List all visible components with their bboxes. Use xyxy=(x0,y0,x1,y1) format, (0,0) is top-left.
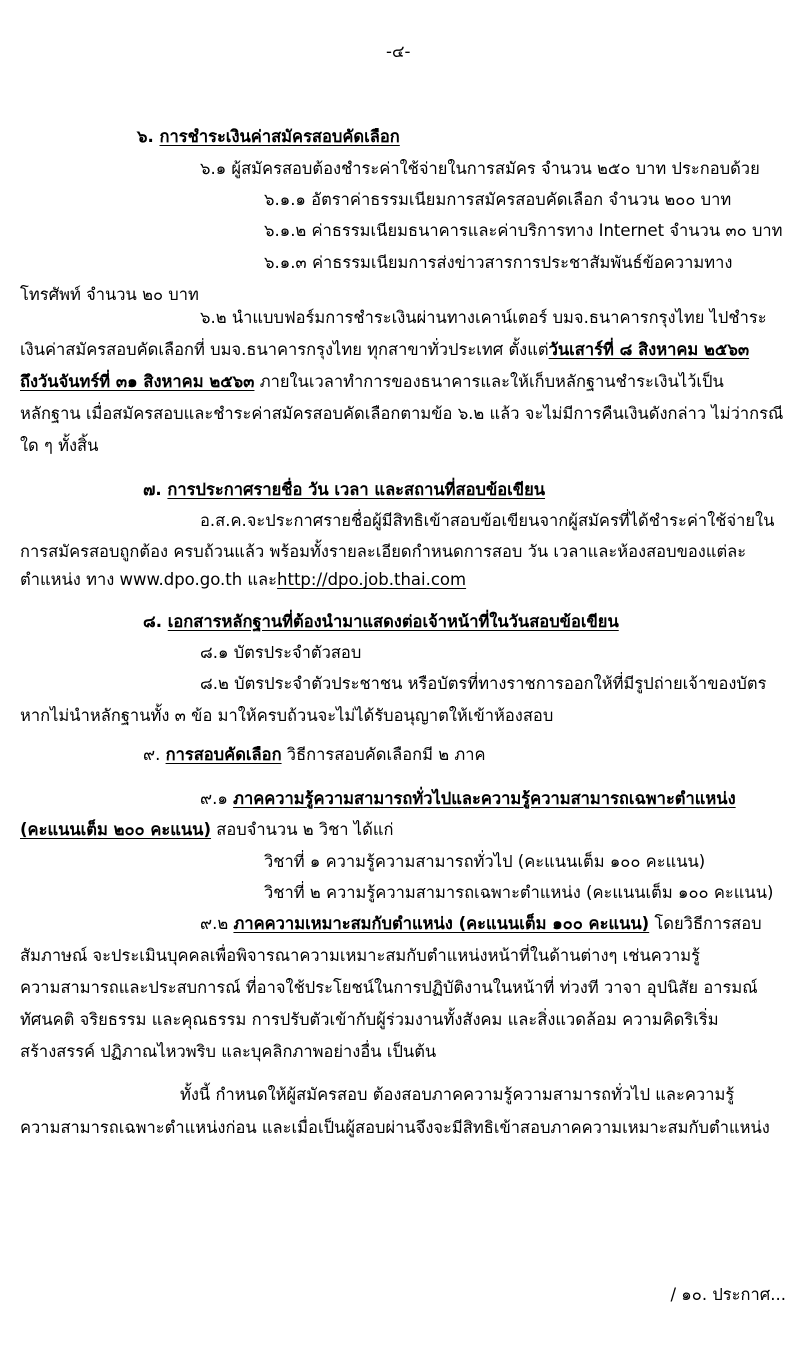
section-8-number: ๘. xyxy=(143,612,168,631)
clause-9-1-text: สอบจำนวน ๒ วิชา ได้แก่ xyxy=(211,820,394,839)
section-7-text: ตำแหน่ง ทาง www.dpo.go.th และ xyxy=(20,570,278,589)
clause-6-1-1: ๖.๑.๑ อัตราค่าธรรมเนียมการสมัครสอบคัดเลือก จำนวน ๒๐๐ บาท xyxy=(264,190,732,209)
clause-6-1-3: ๖.๑.๓ ค่าธรรมเนียมการส่งข่าวสารการประชาสัมพันธ์ข้อความทาง xyxy=(264,253,733,272)
clause-6-1-2: ๖.๑.๒ ค่าธรรมเนียมธนาคารและค่าบริการทาง Internet จำนวน ๓๐ บาท xyxy=(264,221,783,240)
section-8-title: เอกสารหลักฐานที่ต้องนำมาแสดงต่อเจ้าหน้าที่ในวันสอบข้อเขียน xyxy=(167,612,619,631)
subject-1: วิชาที่ ๑ ความรู้ความสามารถทั่วไป (คะแนนเต็ม ๑๐๐ คะแนน) xyxy=(264,852,706,871)
registration-start-date: วันเสาร์ที่ ๘ สิงหาคม ๒๕๖๓ xyxy=(548,340,750,359)
final-note-line-2: ความสามารถเฉพาะตำแหน่งก่อน และเมื่อเป็นผู้สอบผ่านจึงจะมีสิทธิเข้าสอบภาคความเหมาะสมกับตำแหน่ง xyxy=(20,1118,770,1137)
section-8-heading xyxy=(143,610,619,634)
clause-9-2-text: โดยวิธีการสอบ xyxy=(649,914,762,933)
section-6-title: การชำระเงินค่าสมัครสอบคัดเลือก xyxy=(159,127,400,146)
section-9-heading xyxy=(143,743,486,767)
section-9-text: วิธีการสอบคัดเลือกมี ๒ ภาค xyxy=(281,745,486,764)
section-7-line-2: การสมัครสอบถูกต้อง ครบถ้วนแล้ว พร้อมทั้งรายละเอียดกำหนดการสอบ วัน เวลาและห้องสอบของแต่ละ xyxy=(20,542,747,561)
section-7-line-1: อ.ส.ค.จะประกาศรายชื่อผู้มีสิทธิเข้าสอบข้อเขียนจากผู้สมัครที่ได้ชำระค่าใช้จ่ายใน xyxy=(200,511,775,530)
clause-9-1-number: ๙.๑ xyxy=(200,789,234,808)
section-9-title: การสอบคัดเลือก xyxy=(165,745,282,764)
section-7-line-3 xyxy=(20,568,466,592)
clause-9-2-number: ๙.๒ xyxy=(200,914,234,933)
clause-6-2-line-2 xyxy=(20,338,749,362)
continuation-note: / ๑๐. ประกาศ... xyxy=(670,1285,786,1304)
clause-9-2-line-2: สัมภาษณ์ จะประเมินบุคคลเพื่อพิจารณาความเหมาะสมกับตำแหน่งหน้าที่ในด้านต่างๆ เช่นความรู้ xyxy=(20,946,701,965)
section-7-heading xyxy=(143,478,545,502)
section-6-heading xyxy=(137,125,400,149)
clause-8-2-line-1: ๘.๒ บัตรประจำตัวประชาชน หรือบัตรที่ทางราชการออกให้ที่มีรูปถ่ายเจ้าของบัตร xyxy=(200,674,767,693)
page-number: -๔- xyxy=(386,42,411,61)
clause-6-1-3-cont: โทรศัพท์ จำนวน ๒๐ บาท xyxy=(20,285,199,304)
clause-6-1: ๖.๑ ผู้สมัครสอบต้องชำระค่าใช้จ่ายในการสมัคร จำนวน ๒๕๐ บาท ประกอบด้วย xyxy=(200,159,760,178)
clause-9-2-line-3: ความสามารถและประสบการณ์ ที่อาจใช้ประโยชน์ในการปฏิบัติงานในหน้าที่ ท่วงที วาจา อุปนิสัย อารมณ์ xyxy=(20,978,758,997)
clause-9-1-score: (คะแนนเต็ม ๒๐๐ คะแนน) xyxy=(20,820,212,839)
clause-9-2-line-4: ทัศนคติ จริยธรรม และคุณธรรม การปรับตัวเข้ากับผู้ร่วมงานทั้งสังคม และสิ่งแวดล้อม ความคิดริเริ่ม xyxy=(20,1010,719,1029)
clause-9-2-line-1 xyxy=(200,912,762,936)
clause-9-1-line-2 xyxy=(20,818,393,842)
registration-end-date: ถึงวันจันทร์ที่ ๓๑ สิงหาคม ๒๕๖๓ xyxy=(20,372,255,391)
job-website-link[interactable]: http://dpo.job.thai.com xyxy=(277,570,467,589)
clause-6-2-line-5: ใด ๆ ทั้งสิ้น xyxy=(20,436,99,455)
clause-6-2-text-cont: ภายในเวลาทำการของธนาคารและให้เก็บหลักฐานชำระเงินไว้เป็น xyxy=(254,372,724,391)
clause-9-1-title: ภาคความรู้ความสามารถทั่วไปและความรู้ความสามารถเฉพาะตำแหน่ง xyxy=(233,789,736,808)
section-6-number: ๖. xyxy=(137,127,160,146)
section-9-number: ๙. xyxy=(143,745,166,764)
clause-6-2-text: เงินค่าสมัครสอบคัดเลือกที่ บมจ.ธนาคารกรุงไทย ทุกสาขาทั่วประเทศ ตั้งแต่ xyxy=(20,340,549,359)
clause-9-1-heading xyxy=(200,787,736,811)
clause-8-2-line-2: หากไม่นำหลักฐานทั้ง ๓ ข้อ มาให้ครบถ้วนจะไม่ได้รับอนุญาตให้เข้าห้องสอบ xyxy=(20,706,554,725)
clause-6-2-line-3 xyxy=(20,370,724,394)
clause-9-2-title: ภาคความเหมาะสมกับตำแหน่ง (คะแนนเต็ม ๑๐๐ คะแนน) xyxy=(233,914,650,933)
clause-8-1: ๘.๑ บัตรประจำตัวสอบ xyxy=(200,643,362,662)
section-7-number: ๗. xyxy=(143,480,168,499)
final-note-line-1: ทั้งนี้ กำหนดให้ผู้สมัครสอบ ต้องสอบภาคความรู้ความสามารถทั่วไป และความรู้ xyxy=(180,1085,735,1104)
clause-9-2-line-5: สร้างสรรค์ ปฏิภาณไหวพริบ และบุคลิกภาพอย่างอื่น เป็นต้น xyxy=(20,1042,437,1061)
subject-2: วิชาที่ ๒ ความรู้ความสามารถเฉพาะตำแหน่ง (คะแนนเต็ม ๑๐๐ คะแนน) xyxy=(264,883,774,902)
clause-6-2-line-4: หลักฐาน เมื่อสมัครสอบและชำระค่าสมัครสอบคัดเลือกตามข้อ ๖.๒ แล้ว จะไม่มีการคืนเงินดังกล่าว ไม่ว่ากรณี xyxy=(20,404,784,423)
clause-6-2-line-1: ๖.๒ นำแบบฟอร์มการชำระเงินผ่านทางเคาน์เตอร์ บมจ.ธนาคารกรุงไทย ไปชำระ xyxy=(200,308,767,327)
section-7-title: การประกาศรายชื่อ วัน เวลา และสถานที่สอบข้อเขียน xyxy=(167,480,546,499)
